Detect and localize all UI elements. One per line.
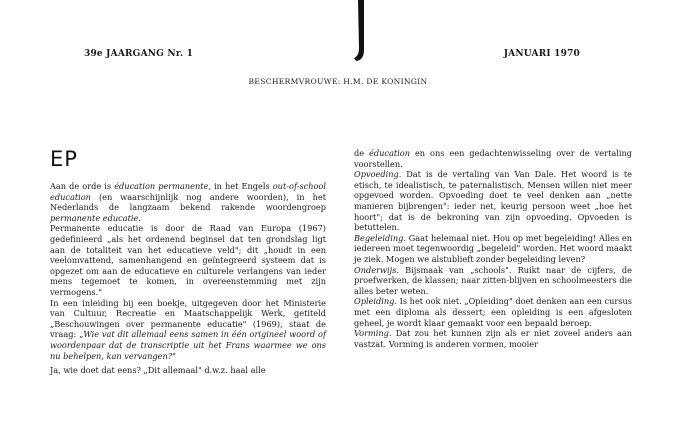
emphasis-text: permanente educatie [50, 212, 139, 223]
text-run: , in het Engels [208, 181, 273, 191]
text-run: . Is het ook niet. „Opleiding" doet denken aan een cursus met een diploma als dessert; een opleiding is een afgesloten geheel, je wordt klaar gemaakt voor een bepaald beroep. [354, 296, 632, 328]
text-run: de [354, 148, 370, 158]
paragraph [354, 148, 632, 169]
text-run: . [138, 212, 141, 223]
patron-line [0, 77, 680, 86]
paragraph [50, 223, 326, 297]
paragraph [354, 265, 632, 297]
emphasis-text: éducation [369, 148, 410, 158]
emphasis-text: éducation permanente [114, 181, 209, 191]
paragraph [50, 298, 326, 362]
text-run: (en waarschijnlijk nog andere woorden), in het Nederlands de langzaam bekend rakende woordengroep [50, 191, 326, 213]
emphasis-text: Wie vat dit allemaal eens samen in één origineel woord of woordenpaar dat de transcriptie uit het Frans waarmee we ons nu behelpen, kan vervangen? [50, 329, 326, 361]
article-column-left [50, 181, 326, 376]
paragraph [50, 181, 326, 223]
paragraph [354, 233, 632, 265]
volume-number: 39e JAARGANG Nr. 1 [84, 49, 194, 59]
paragraph [354, 169, 632, 233]
emphasis-text: out-of-school education [50, 181, 326, 202]
article-column-right [354, 148, 632, 349]
text-run: . Dat zou het kunnen zijn als er niet zoveel anders aan vastzat. Vorming is anderen vormen, mooier [354, 328, 632, 349]
text-run: . Bijsmaak van „schools". Ruikt naar de cijfers, de proefwerken, de klassen; naar zitten-blijven en schoolmeesters die alles beter weten. [354, 264, 632, 296]
article-heading: EP [50, 147, 78, 171]
emphasis-text: Opvoeding [354, 169, 399, 180]
emphasis-text: Opleiding [354, 296, 395, 307]
paragraph [50, 365, 326, 376]
text-run: Aan de orde is [50, 181, 115, 191]
emphasis-text: Vorming [354, 328, 389, 339]
text-run: In een inleiding bij een boekje, uitgegeven door het Ministerie van Cultuur, Recreatie en Maatschappelijk Werk, getiteld „Beschouwingen over permanente educatie" (1969), staat de vraag: „ [50, 297, 326, 340]
text-run: . Gaat helemaal niet. Hou op met begeleiding! Alles en iedereen moet tegenwoordig „begeleid" worden. Het woord maakt je ziek. Mogen we alstublieft zonder begeleiding leven? [354, 232, 632, 264]
text-run: . Dat is de vertaling van Van Dale. Het woord is te etisch, te idealistisch, te paternalistisch. Mensen willen niet meer opgevoed worden. Opvoeding doet te veel denken aan „nette manieren bijbrengen": ieder net, keurig persoon weet „hoe het hoort"; dat is de bekroning van zijn opvoeding. Opvoeden is betuttelen. [354, 169, 632, 233]
emphasis-text: Onderwijs [354, 264, 397, 275]
patron-text: BESCHERMVROUWE: H.M. DE KONINGIN [248, 77, 428, 86]
emphasis-text: Begeleiding [354, 232, 404, 243]
masthead-logo-stroke [352, 0, 366, 62]
paragraph [354, 296, 632, 328]
text-run: " [172, 350, 176, 361]
text-run: Permanente educatie is door de Raad van Europa (1967) gedefinieerd „als het ordenend beginsel dat ten grondslag ligt aan de totaliteit van het educatieve veld"; dit „houdt in een veelomvattend, samenhangend en geïntegreerd systeem dat is opgezet om aan de educatieve en culturele verlangens van ieder mens tegemoet te komen, in overeenstemming met zijn vermogens." [50, 223, 326, 297]
issue-date: JANUARI 1970 [503, 49, 580, 59]
paragraph [354, 328, 632, 349]
text-run: en ons een gedachtenwisseling over de vertaling voorstellen. [354, 148, 632, 169]
text-run: Ja, wie doet dat eens? „Dit allemaal" d.w.z. haal alle [50, 365, 266, 376]
